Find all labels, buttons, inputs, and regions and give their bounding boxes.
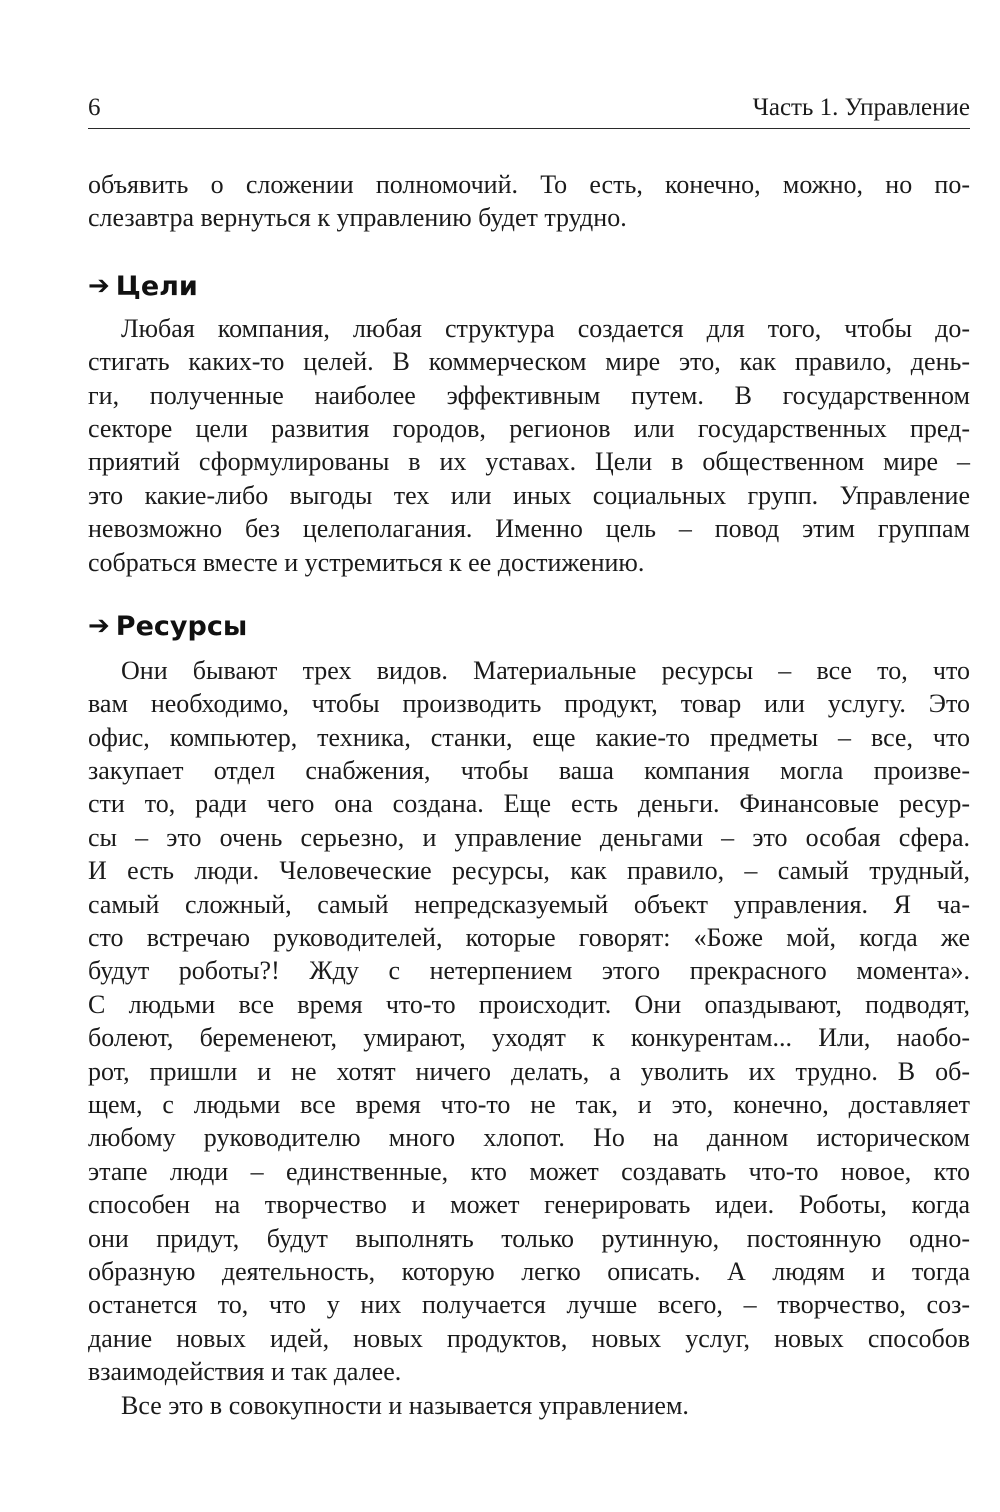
- text-line: невозможно без целеполагания. Именно цель – повод этим группам: [88, 514, 970, 544]
- section-heading-resources: [88, 610, 970, 644]
- text-line: объявить о сложении полномочий. То есть, конечно, можно, но по-: [88, 170, 970, 199]
- page-number: 6: [88, 94, 101, 121]
- closing-paragraph: [88, 1389, 970, 1422]
- text-line: вам необходимо, чтобы производить продукт, товар или услугу. Это: [88, 689, 970, 719]
- page-header: [88, 88, 970, 129]
- text-line: дание новых идей, новых продуктов, новых услуг, новых способов: [88, 1323, 970, 1353]
- section-heading-goals: [88, 270, 970, 304]
- text-line: ги, полученные наиболее эффективным путем. В государственном: [88, 380, 970, 410]
- text-line: это какие-либо выгоды тех или иных социальных групп. Управление: [88, 480, 970, 510]
- text-line: самый сложный, самый непредсказуемый объект управления. Я ча-: [88, 889, 970, 919]
- section-title: Ресурсы: [115, 610, 248, 642]
- text-line: Любая компания, любая структура создается для того, чтобы до-: [121, 313, 970, 343]
- text-line: закупает отдел снабжения, чтобы ваша компания могла произве-: [88, 756, 970, 786]
- text-line: С людьми все время что-то происходит. Они опаздывают, подводят,: [88, 989, 970, 1019]
- arrow-right-icon: ➔: [88, 610, 110, 641]
- text-line: сти то, ради чего она создана. Еще есть деньги. Финансовые ресур-: [88, 789, 970, 819]
- goals-paragraph: [88, 312, 970, 579]
- text-line: будут роботы?! Жду с нетерпением этого прекрасного момента».: [88, 956, 970, 986]
- text-line: щем, с людьми все время что-то не так, и это, конечно, доставляет: [88, 1089, 970, 1119]
- text-line: собраться вместе и устремиться к ее достижению.: [88, 547, 645, 577]
- text-line: они придут, будут выполнять только рутинную, постоянную одно-: [88, 1223, 970, 1253]
- text-line: офис, компьютер, техника, станки, еще какие-то предметы – все, что: [88, 722, 970, 752]
- text-line: Все это в совокупности и называется управлением.: [121, 1390, 689, 1420]
- text-line: слезавтра вернуться к управлению будет трудно.: [88, 203, 627, 233]
- resources-paragraph: [88, 654, 970, 1389]
- running-head: Часть 1. Управление: [752, 94, 970, 121]
- text-line: этапе люди – единственные, кто может создавать что-то новое, кто: [88, 1156, 970, 1186]
- arrow-right-icon: ➔: [88, 270, 110, 301]
- text-line: взаимодействия и так далее.: [88, 1357, 402, 1387]
- text-line: И есть люди. Человеческие ресурсы, как правило, – самый трудный,: [88, 856, 970, 886]
- text-line: болеют, беременеют, умирают, уходят к конкурентам... Или, наобо-: [88, 1023, 970, 1053]
- text-line: секторе цели развития городов, регионов или государственных пред-: [88, 413, 970, 443]
- text-line: образную деятельность, которую легко описать. А людям и тогда: [88, 1256, 970, 1286]
- text-line: сы – это очень серьезно, и управление деньгами – это особая сфера.: [88, 822, 970, 852]
- text-line: рот, пришли и не хотят ничего делать, а уволить их трудно. В об-: [88, 1056, 970, 1086]
- intro-paragraph: [88, 168, 970, 235]
- section-title: Цели: [115, 270, 198, 302]
- text-line: сто встречаю руководителей, которые говорят: «Боже мой, когда же: [88, 923, 970, 953]
- text-line: Они бывают трех видов. Материальные ресурсы – все то, что: [121, 655, 970, 685]
- text-line: приятий сформулированы в их уставах. Цели в общественном мире –: [88, 447, 970, 477]
- text-line: останется то, что у них получается лучше всего, – творчество, соз-: [88, 1290, 970, 1320]
- text-line: стигать каких-то целей. В коммерческом мире это, как правило, день-: [88, 347, 970, 377]
- page-body: [88, 168, 970, 1422]
- text-line: способен на творчество и может генерировать идеи. Роботы, когда: [88, 1190, 970, 1220]
- text-line: любому руководителю много хлопот. Но на данном историческом: [88, 1123, 970, 1153]
